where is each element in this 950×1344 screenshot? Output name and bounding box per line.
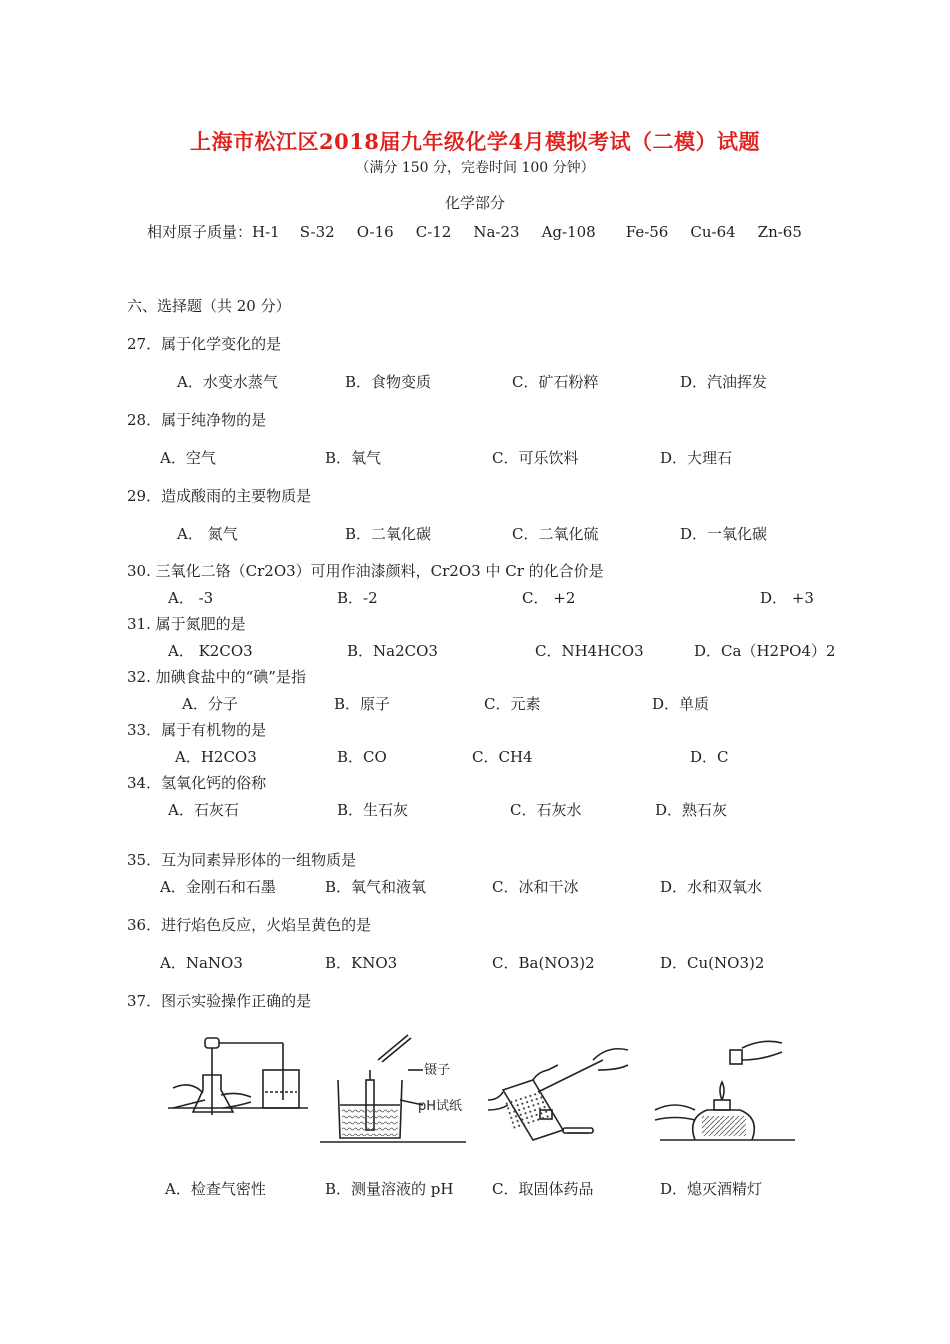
question-stem: 34．氢氧化钙的俗称: [127, 774, 267, 792]
mass-item: O-16: [356, 223, 394, 241]
exam-subtitle: （满分 150 分，完卷时间 100 分钟）: [355, 160, 595, 176]
option-a: A．分子: [182, 695, 238, 713]
figure-airtightness-check: [163, 1030, 313, 1150]
part-heading: 化学部分: [444, 194, 505, 212]
option-a: A． 氮气: [177, 525, 238, 543]
mass-item: Ag-108: [541, 223, 596, 241]
option-a: A． -3: [168, 589, 214, 607]
option-d: D． +3: [760, 589, 814, 607]
option-a: A． K2CO3: [168, 642, 253, 660]
option-b: B．原子: [334, 695, 391, 713]
option-c: C．Ba(NO3)2: [492, 954, 595, 972]
option-c: C．石灰水: [510, 801, 582, 819]
option-c: C．冰和干冰: [492, 878, 579, 896]
option-c: C．可乐饮料: [492, 449, 579, 467]
option-b: B．生石灰: [337, 801, 409, 819]
option-d: D．Ca（H2PO4）2: [694, 642, 836, 660]
masses-label: 相对原子质量：: [147, 223, 253, 241]
question-stem: 27．属于化学变化的是: [127, 335, 282, 353]
option-c: C．元素: [484, 695, 541, 713]
figure-alcohol-lamp: [650, 1030, 800, 1150]
option-b: B．测量溶液的 pH: [325, 1180, 454, 1198]
option-a: A．石灰石: [168, 801, 239, 819]
question-stem: 29．造成酸雨的主要物质是: [127, 487, 312, 505]
option-d: D．水和双氧水: [660, 878, 763, 896]
mass-item: Zn-65: [757, 223, 802, 241]
option-a: A．检查气密性: [165, 1180, 266, 1198]
question-stem: 28．属于纯净物的是: [127, 411, 267, 429]
option-d: D．Cu(NO3)2: [660, 954, 765, 972]
option-b: B．KNO3: [325, 954, 398, 972]
label-ph-paper: pH试纸: [418, 1099, 463, 1114]
option-c: C．CH4: [472, 748, 533, 766]
question-stem: 36．进行焰色反应，火焰呈黄色的是: [127, 916, 372, 934]
option-a: A．金刚石和石墨: [160, 878, 276, 896]
figure-solid-reagent: [483, 1030, 633, 1150]
option-d: D．熄灭酒精灯: [660, 1180, 763, 1198]
mass-item: C-12: [415, 223, 452, 241]
mass-item: H-1: [252, 223, 280, 241]
figure-ph-measurement: [318, 1030, 468, 1150]
mass-item: Na-23: [473, 223, 520, 241]
label-tweezers: 镊子: [424, 1063, 451, 1078]
question-stem: 31. 属于氮肥的是: [127, 615, 246, 633]
option-b: B．氧气和液氧: [325, 878, 427, 896]
option-d: D．C: [690, 748, 729, 766]
page-title: 上海市松江区2018届九年级化学4月模拟考试（二模）试题: [189, 129, 761, 154]
option-b: B．氧气: [325, 449, 382, 467]
option-b: B．食物变质: [345, 373, 432, 391]
mass-item: Fe-56: [625, 223, 669, 241]
option-d: D．汽油挥发: [680, 373, 768, 391]
option-d: D．一氧化碳: [680, 525, 768, 543]
option-a: A．NaNO3: [160, 954, 243, 972]
atomic-masses: [147, 221, 802, 242]
option-d: D．单质: [652, 695, 710, 713]
option-c: C． +2: [522, 589, 576, 607]
option-d: D．大理石: [660, 449, 733, 467]
option-a: A．空气: [160, 449, 216, 467]
option-c: C．NH4HCO3: [535, 642, 644, 660]
option-b: B．二氧化碳: [345, 525, 432, 543]
option-a: A．H2CO3: [175, 748, 257, 766]
option-a: A．水变水蒸气: [177, 373, 278, 391]
option-c: C．取固体药品: [492, 1180, 594, 1198]
option-b: B．-2: [337, 589, 378, 607]
question-stem: 33．属于有机物的是: [127, 721, 267, 739]
question-stem: 32. 加碘食盐中的“碘”是指: [127, 668, 306, 686]
option-b: B．CO: [337, 748, 387, 766]
option-d: D．熟石灰: [655, 801, 728, 819]
section-heading: 六、选择题（共 20 分）: [127, 297, 291, 315]
question-stem: 35．互为同素异形体的一组物质是: [127, 851, 357, 869]
question-stem: 37．图示实验操作正确的是: [127, 992, 312, 1010]
option-b: B．Na2CO3: [347, 642, 438, 660]
mass-item: Cu-64: [690, 223, 736, 241]
option-c: C．二氧化硫: [512, 525, 599, 543]
option-c: C．矿石粉粹: [512, 373, 599, 391]
question-stem: 30. 三氧化二铬（Cr2O3）可用作油漆颜料，Cr2O3 中 Cr 的化合价是: [127, 562, 604, 580]
mass-item: S-32: [299, 223, 335, 241]
